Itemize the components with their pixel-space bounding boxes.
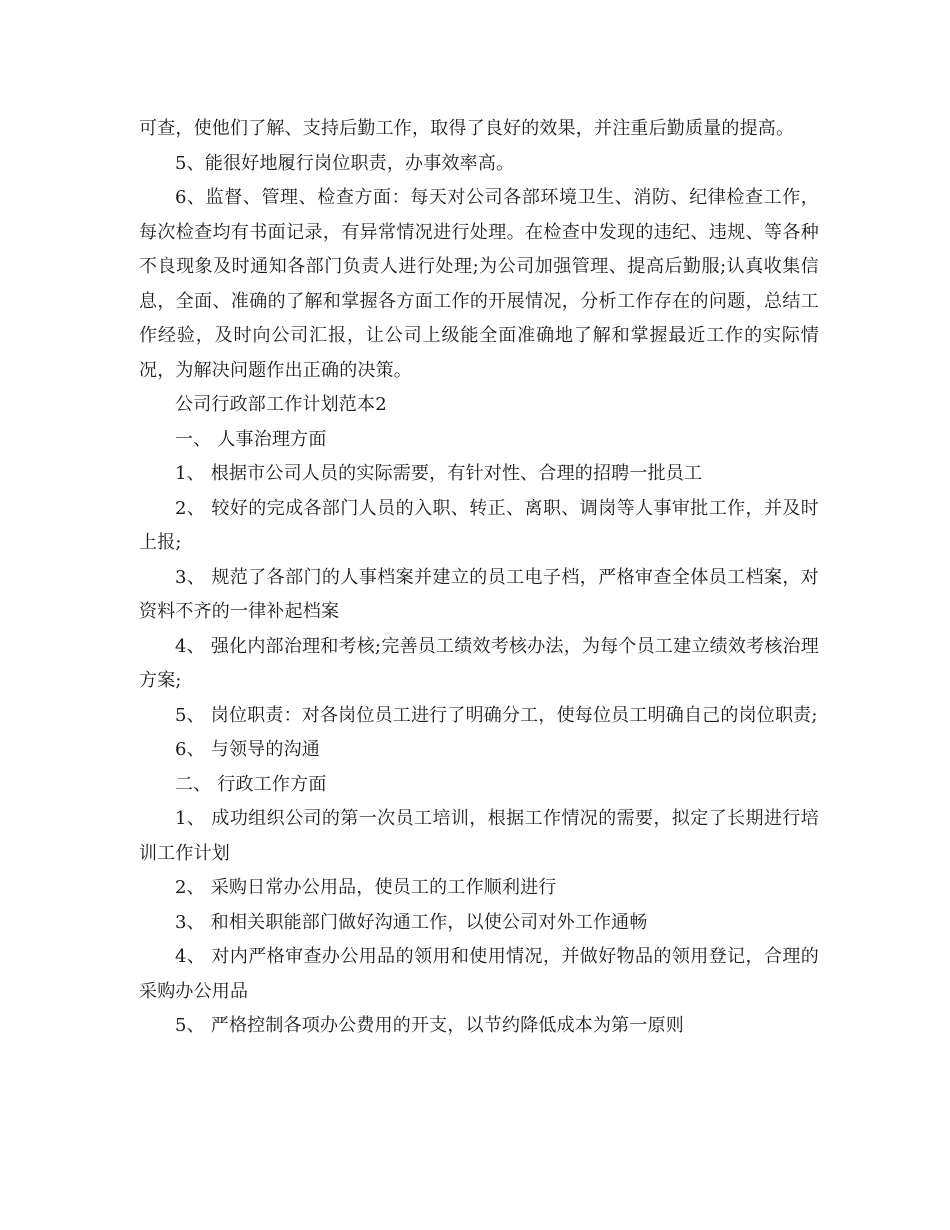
list-item: 3、 和相关职能部门做好沟通工作，以使公司对外工作通畅: [175, 911, 648, 933]
list-item: 6、 与领导的沟通: [175, 739, 320, 760]
list-item: 2、 较好的完成各部门人员的入职、转正、离职、调岗等人事审批工作，并及时上报;: [139, 497, 819, 553]
list-item: 1、 根据市公司人员的实际需要，有针对性、合理的招聘一批员工: [175, 463, 703, 484]
paragraph-continuation: 可查，使他们了解、支持后勤工作，取得了良好的效果，并注重后勤质量的提高。: [139, 118, 795, 139]
document-body: [139, 112, 819, 1044]
list-item: 5、 岗位职责：对各岗位员工进行了明确分工，使每位员工明确自己的岗位职责;: [175, 704, 818, 726]
list-item: 4、 强化内部治理和考核;完善员工绩效考核办法，为每个员工建立绩效考核治理方案;: [139, 635, 819, 691]
list-item: 1、 成功组织公司的第一次员工培训，根据工作情况的需要，拟定了长期进行培训工作计划: [139, 808, 819, 864]
list-item: 3、 规范了各部门的人事档案并建立的员工电子档，严格审查全体员工档案，对资料不齐的一律补起档案: [139, 566, 819, 622]
subsection-heading-personnel: 一、 人事治理方面: [175, 428, 327, 450]
list-item: 2、 采购日常办公用品，使员工的工作顺利进行: [175, 877, 557, 898]
section-title: 公司行政部工作计划范本2: [175, 394, 387, 415]
subsection-heading-admin: 二、 行政工作方面: [175, 773, 327, 795]
paragraph-item-5: 5、能很好地履行岗位职责，办事效率高。: [175, 152, 515, 174]
list-item: 5、 严格控制各项办公费用的开支，以节约降低成本为第一原则: [175, 1015, 684, 1036]
paragraph-item-6: 6、监督、管理、检查方面：每天对公司各部环境卫生、消防、纪律检查工作，每次检查均有书面记录，有异常情况进行处理。在检查中发现的违纪、违规、等各种不良现象及时通知各部门负责人进行处理;为公司加强管理、提高后勤服;认真收集信息，全面、准确的了解和掌握各方面工作的开展情况，分析工作存在的问题，总结工作经验，及时向公司汇报，让公司上级能全面准确地了解和掌握最近工作的实际情况，为解决问题作出正确的决策。: [139, 187, 819, 381]
list-item: 4、 对内严格审查办公用品的领用和使用情况，并做好物品的领用登记，合理的采购办公用品: [139, 946, 819, 1002]
